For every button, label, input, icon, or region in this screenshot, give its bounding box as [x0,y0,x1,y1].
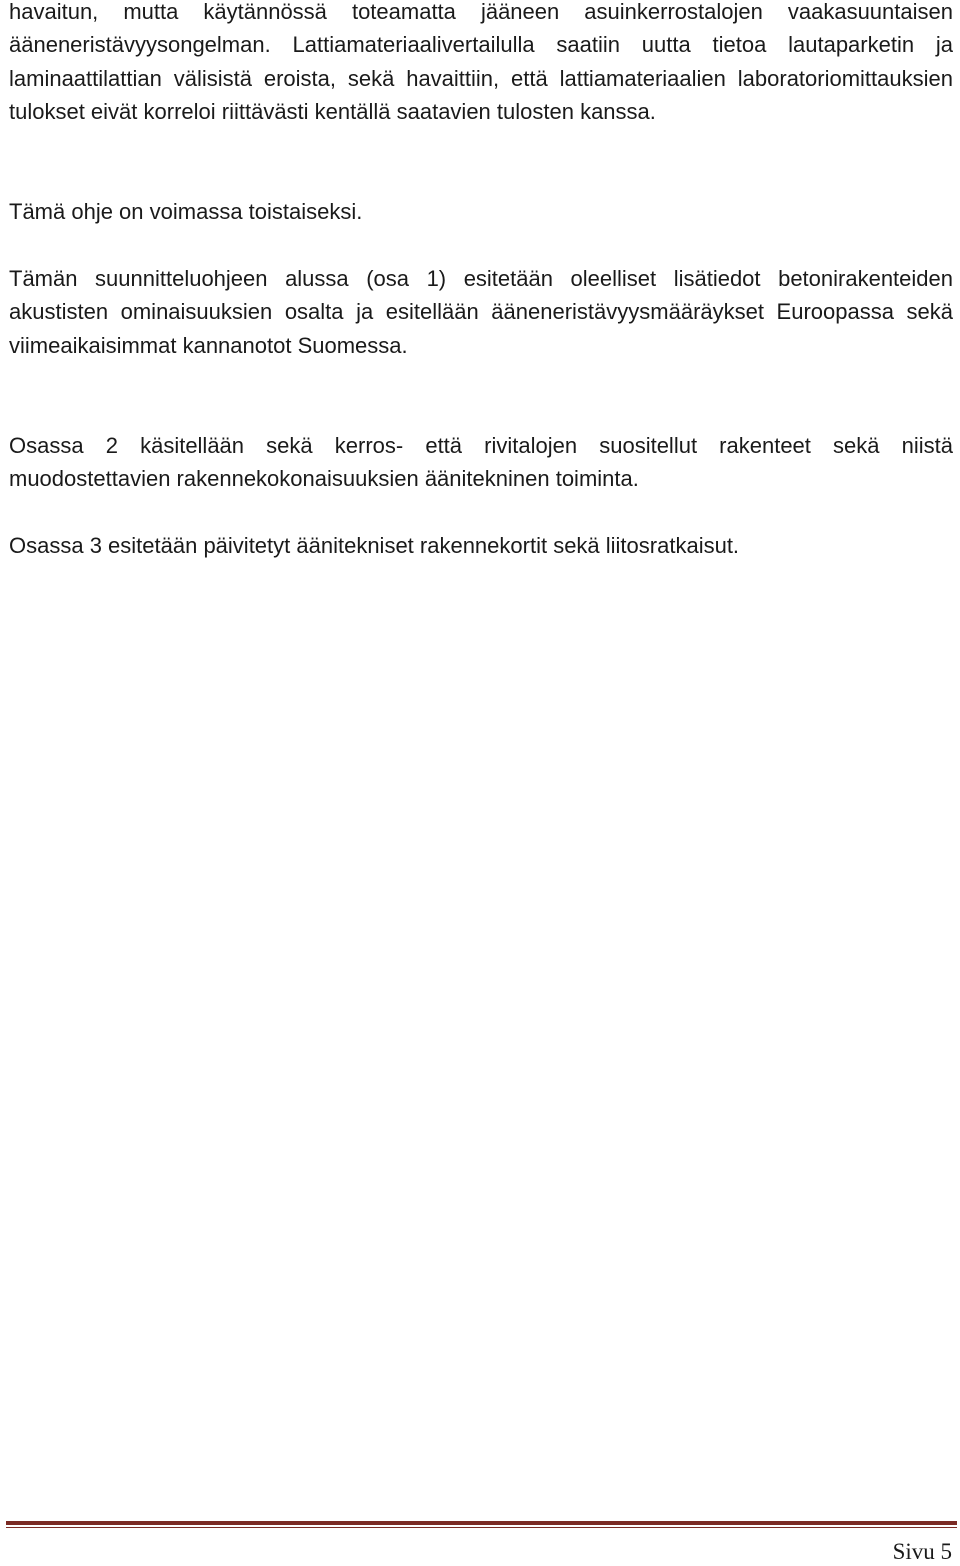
paragraph-part-1-overview: Tämän suunnitteluohjeen alussa (osa 1) esitetään oleelliset lisätiedot betonirakenteiden akustisten ominaisuuksien osalta ja esitellään ääneneristävyysmääräykset Euroopassa sekä viimeaikaisimmat kannanotot Suomessa. [9,266,953,358]
footer-divider-thin [6,1527,957,1528]
paragraph-validity: Tämä ohje on voimassa toistaiseksi. [9,199,363,224]
paragraph-part-2-overview: Osassa 2 käsitellään sekä kerros- että rivitalojen suositellut rakenteet sekä niistä muodostettavien rakennekokonaisuuksien äänitekninen toiminta. [9,433,953,492]
page-number: Sivu 5 [892,1539,952,1564]
paragraph-part-3-overview: Osassa 3 esitetään päivitetyt äänitekniset rakennekortit sekä liitosratkaisut. [9,533,740,558]
paragraph-measurement-findings: havaitun, mutta käytännössä toteamatta jääneen asuinkerrostalojen vaakasuuntaisen ääneneristävyysongelman. Lattiamateriaalivertailulla saatiin uutta tietoa lautaparketin ja laminaattilattian välisistä eroista, sekä havaittiin, että lattiamateriaalien laboratoriomittauksien tulokset eivät korreloi riittävästi kentällä saatavien tulosten kanssa. [9,0,953,125]
footer-divider-thick [6,1521,957,1525]
